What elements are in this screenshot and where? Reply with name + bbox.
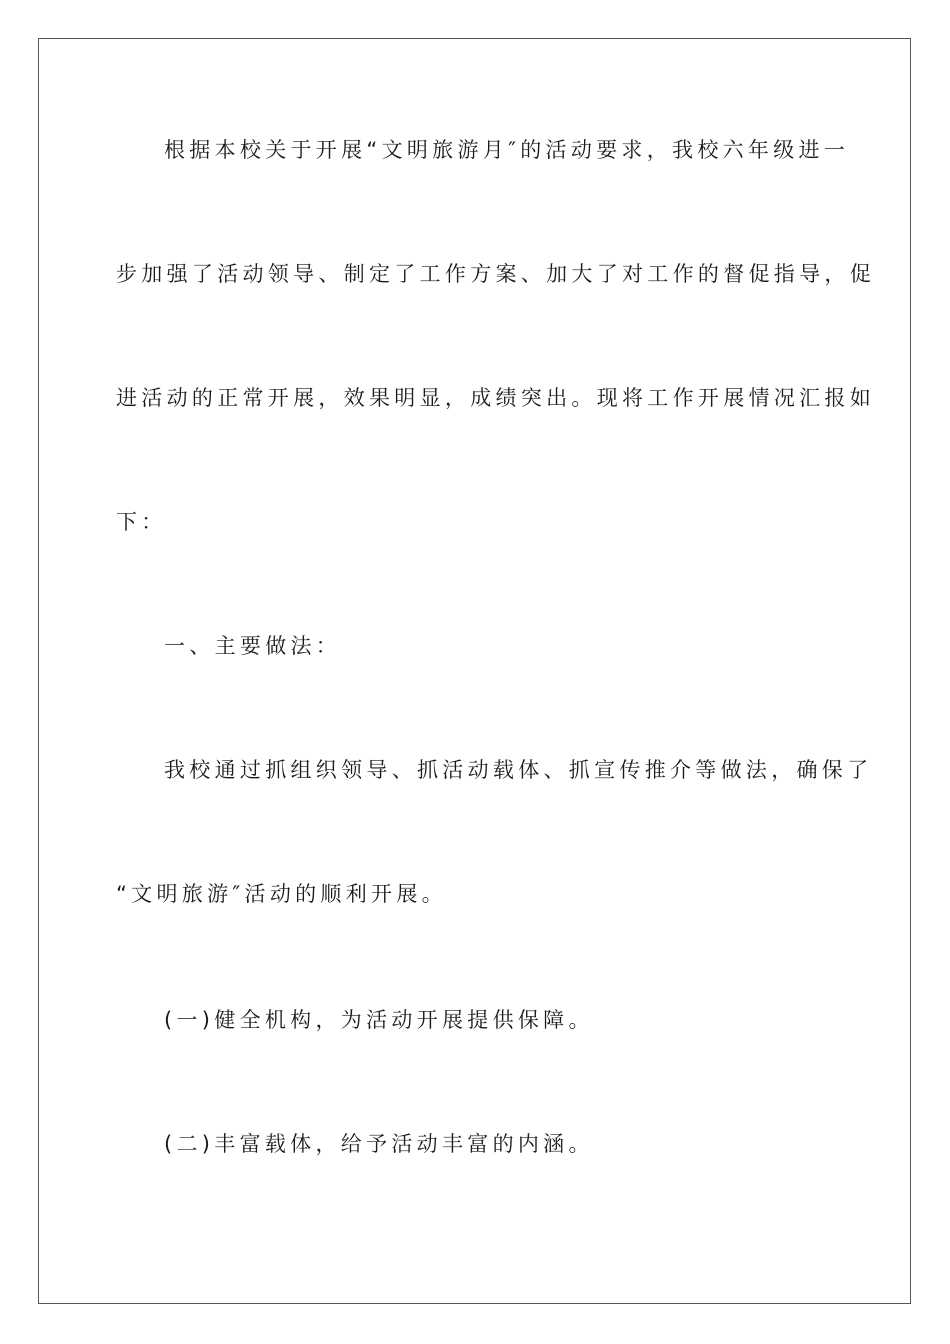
paragraph-1-line-4: 下： (116, 510, 167, 534)
paragraph-2-line-2: “文明旅游″活动的顺利开展。 (116, 882, 447, 906)
list-item-2: (二)丰富载体，给予活动丰富的内涵。 (164, 1132, 594, 1156)
list-item-1: (一)健全机构，为活动开展提供保障。 (164, 1008, 594, 1032)
paragraph-2-line-1: 我校通过抓组织领导、抓活动载体、抓宣传推介等做法，确保了 (164, 758, 873, 782)
paragraph-1-line-1: 根据本校关于开展“文明旅游月″的活动要求，我校六年级进一 (164, 138, 850, 162)
page-frame (38, 38, 911, 1304)
section-heading: 一、主要做法： (164, 634, 342, 658)
paragraph-1-line-3: 进活动的正常开展，效果明显，成绩突出。现将工作开展情况汇报如 (116, 386, 875, 410)
paragraph-1-line-2: 步加强了活动领导、制定了工作方案、加大了对工作的督促指导，促 (116, 262, 875, 286)
